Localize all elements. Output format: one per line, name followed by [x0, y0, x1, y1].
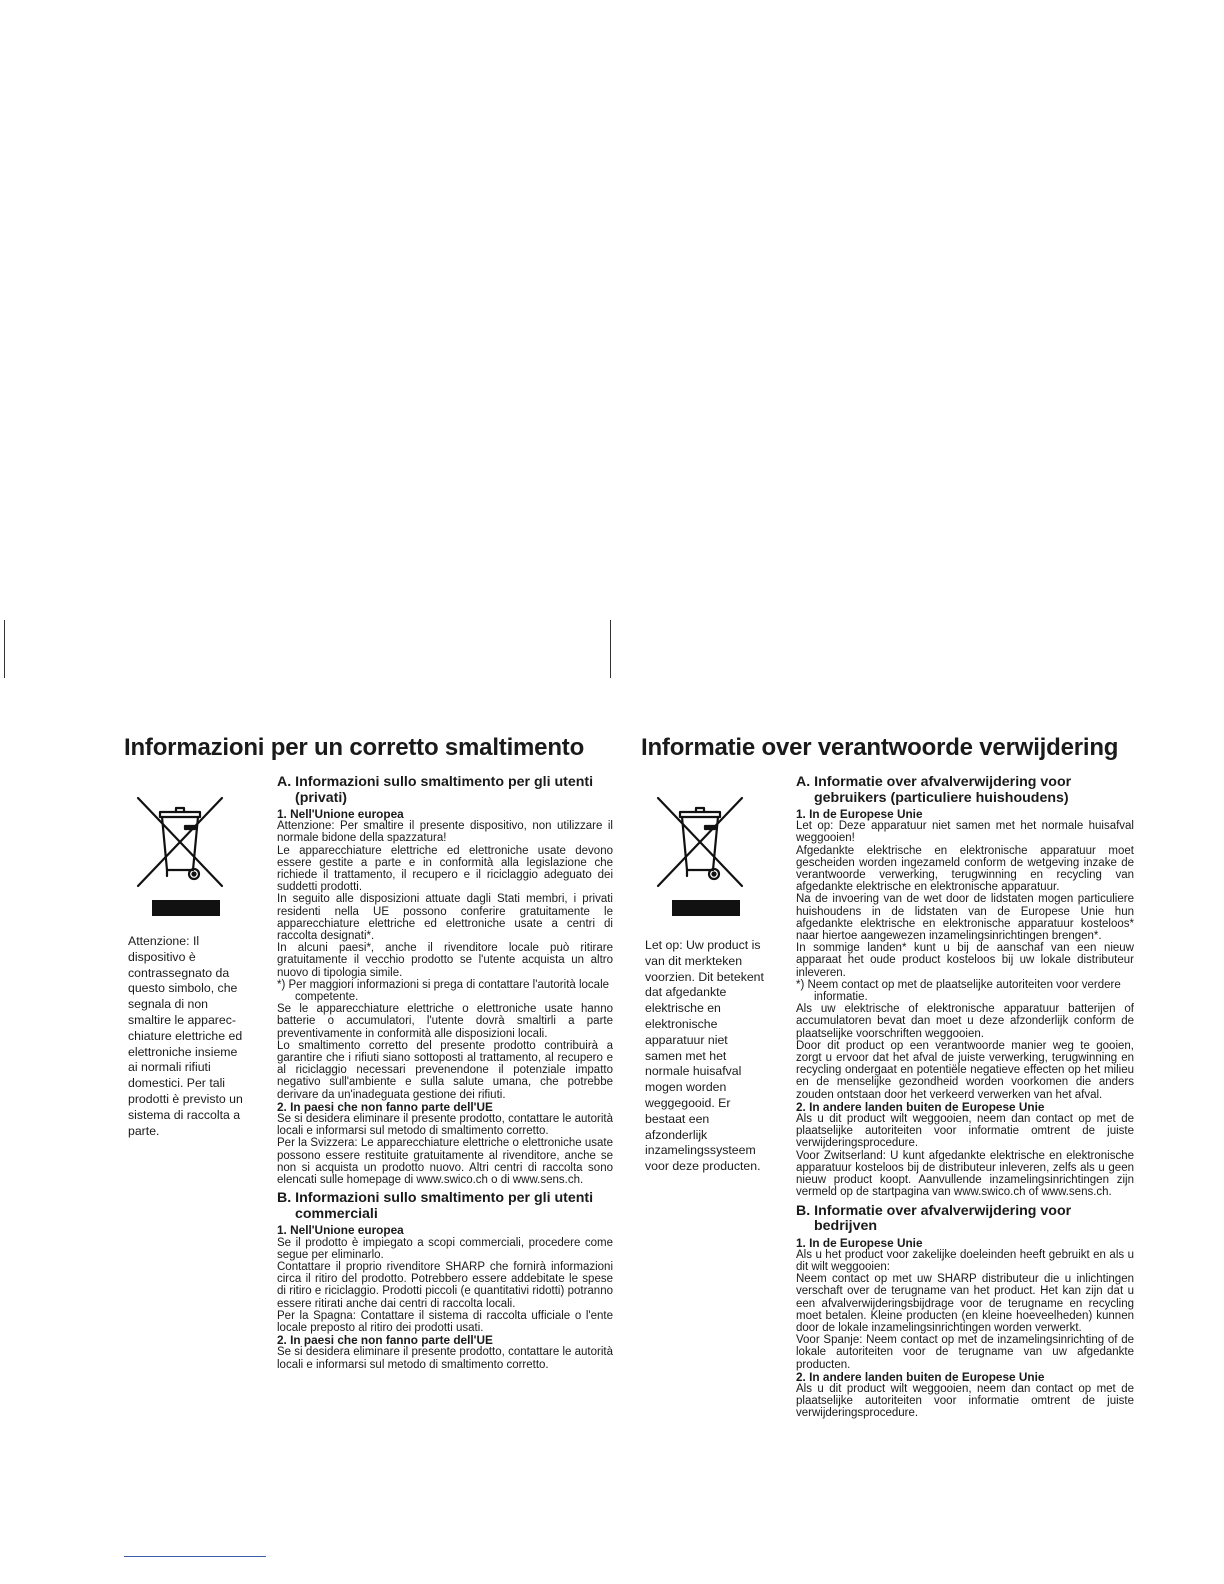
paragraph: Le apparecchiature elettriche ed elettroniche usate devono essere gestite a parte e in conformità alla legislazione che richiede il trattamento, il recupero e il riciclaggio adeguato dei suddetti prodotti. — [277, 844, 613, 894]
italian-a-subheading-2: 2. In paesi che non fanno parte dell'UE — [277, 1099, 493, 1114]
symbol-black-bar — [672, 900, 740, 916]
italian-a-subheading-1: 1. Nell'Unione europea — [277, 807, 404, 821]
crossed-out-bin-icon — [650, 792, 750, 892]
paragraph: In alcuni paesi*, anche il rivenditore locale può ritirare gratuitamente il vecchio prodotto se l'utente acquista un altro nuovo di tipologia simile. — [277, 942, 613, 979]
paragraph: Se le apparecchiature elettriche o elettroniche usate hanno batterie o accumulatori, l'utente dovrà smaltirli a parte preventivamente in conformità alle disposizioni locali. — [277, 1003, 613, 1040]
center-fold-line — [610, 620, 611, 678]
dutch-b-subheading-1: 1. In de Europese Unie — [796, 1235, 923, 1250]
paragraph: Als u het product voor zakelijke doeleinden heeft gebruikt en als u dit wilt weggooien: — [796, 1248, 1134, 1273]
paragraph: Let op: Deze apparatuur niet samen met het normale huisafval weggooien! — [796, 820, 1134, 845]
paragraph: Attenzione: Per smaltire il presente dispositivo, non utilizzare il normale bidone della spazzatura! — [277, 820, 613, 845]
dutch-section-b-heading: B. Informatie over afvalverwijdering voor bedrijven — [796, 1202, 1072, 1234]
paragraph: Per la Spagna: Contattare il sistema di raccolta ufficiale o l'ente locale preposto al ritiro dei prodotti usati. — [277, 1309, 613, 1334]
paragraph: Neem contact op met uw SHARP distributeur die u inlichtingen verschaft over de terugname van het product. Het kan zijn dat u een afvalverwijderingsbijdrage voor de terugname en recycling moet betalen. Kleine producten (en kleine hoeveelheden) kunnen door de lokale inzamelingsinrichtingen worden verwerkt. — [796, 1273, 1134, 1334]
dutch-side-note: Let op: Uw product is van dit merkteken voorzien. Dit betekent dat afgedankte elektrische en elektronische apparatuur niet samen met het normale huisafval mogen worden weggegooid. Er bestaat een afzonderlijk inzamelingssysteem voor deze producten. — [645, 938, 764, 1174]
paragraph: Se il prodotto è impiegato a scopi commerciali, procedere come segue per eliminarlo. — [277, 1236, 613, 1261]
paragraph: Door dit product op een verantwoorde manier weg te gooien, zorgt u ervoor dat het afval de juiste verwerking, terugwinning en recycling ondergaat en potentiële negatieve effecten op het milieu en de menselijke gezondheid worden voorkomen die anders zouden ontstaan door het verkeerd verwerken van het afval. — [796, 1039, 1134, 1101]
paragraph: Se si desidera eliminare il presente prodotto, contattare le autorità locali e informarsi sul metodo di smaltimento corretto. — [277, 1113, 613, 1138]
paragraph: Na de invoering van de wet door de lidstaten mogen particuliere huishoudens in de lidstaten van de Europese Unie hun afgedankte elektrische en elektronische apparatuur kosteloos* naar hiertoe aangewezen inzamelingsinrichtingen brengen*. — [796, 893, 1134, 943]
paragraph: Als u dit product wilt weggooien, neem dan contact op met de plaatselijke autoriteiten voor informatie omtrent de juiste verwijderingsprocedure. — [796, 1382, 1134, 1420]
dutch-a-subheading-1: 1. In de Europese Unie — [796, 807, 923, 821]
paragraph: In seguito alle disposizioni attuate dagli Stati membri, i privati residenti nella UE possono conferire gratuitamente le apparecchiature elettriche ed elettroniche usate a centri di raccolta designati*. — [277, 893, 613, 943]
dutch-weee-symbol — [650, 792, 770, 916]
paragraph: Contattare il proprio rivenditore SHARP che fornirà informazioni circa il ritiro del prodotto. Potrebbero essere addebitate le spese di ritiro e riciclaggio. Prodotti piccoli (e quantitativi ridotti) potranno essere ritirati anche dai centri di raccolta locali. — [277, 1260, 613, 1310]
paragraph: Per la Svizzera: Le apparecchiature elettriche o elettroniche usate possono essere restituite gratuitamente al rivenditore, anche se non si acquista un prodotto nuovo. Altri centri di raccolta sono elencati sulle homepage di www.swico.ch o di www.sens.ch. — [277, 1137, 613, 1187]
crossed-out-bin-icon — [130, 792, 230, 892]
paragraph: Se si desidera eliminare il presente prodotto, contattare le autorità locali e informarsi sul metodo di smaltimento corretto. — [277, 1346, 613, 1371]
paragraph: Voor Zwitserland: U kunt afgedankte elektrische en elektronische apparatuur kosteloos bij de distributeur inleveren, zelfs als u geen nieuw product koopt. Aanvullende inzamelingsinrichtingen zijn vermeld op de startpagina van www.swico.ch of www.sens.ch. — [796, 1149, 1134, 1199]
italian-b-subheading-1: 1. Nell'Unione europea — [277, 1223, 404, 1238]
italian-weee-symbol — [130, 792, 250, 916]
italian-body — [277, 775, 613, 1371]
italian-side-note: Attenzione: Il dispositivo è contrassegnato da questo simbolo, che segnala di non smaltire le apparec-chiature elettriche ed elettroniche insieme ai normali rifiuti domestici. Per tali prodotti è previsto un sistema di raccolta a parte. — [128, 934, 243, 1138]
footnote: *) Per maggiori informazioni si prega di contattare l'autorità locale competente. — [277, 978, 610, 1004]
left-margin-line — [4, 620, 5, 678]
dutch-body — [796, 775, 1134, 1420]
paragraph: In sommige landen* kunt u bij de aanschaf van een nieuw apparaat het oude product kosteloos bij uw lokale distributeur inleveren. — [796, 942, 1134, 979]
italian-section-a-heading: A. Informazioni sullo smaltimento per gli utenti (privati) — [277, 774, 594, 806]
italian-b-subheading-2: 2. In paesi che non fanno parte dell'UE — [277, 1333, 493, 1348]
dutch-section-a-heading: A. Informatie over afvalverwijdering voor gebruikers (particuliere huishoudens) — [796, 774, 1072, 806]
italian-title: Informazioni per un corretto smaltimento — [124, 734, 585, 761]
dutch-title: Informatie over verantwoorde verwijdering — [641, 734, 1119, 761]
paragraph: Als uw elektrische of elektronische apparatuur batterijen of accumulatoren bevat dan moet u deze afzonderlijk conform de plaatselijke voorschriften weggooien. — [796, 1003, 1134, 1040]
paragraph: Als u dit product wilt weggooien, neem dan contact op met de plaatselijke autoriteiten voor informatie omtrent de juiste verwijderingsprocedure. — [796, 1113, 1134, 1150]
symbol-black-bar — [152, 900, 220, 916]
paragraph: Lo smaltimento corretto del presente prodotto contribuirà a garantire che i rifiuti siano sottoposti al trattamento, al recupero e al riciclaggio necessari prevenendone il potenziale impatto negativo sull'ambiente e sulla salute umana, che potrebbe derivare da un'inadeguata gestione dei rifiuti. — [277, 1039, 613, 1101]
dutch-a-subheading-2: 2. In andere landen buiten de Europese Unie — [796, 1099, 1045, 1114]
footnote: *) Neem contact op met de plaatselijke autoriteiten voor verdere informatie. — [796, 978, 1121, 1004]
footer-rule — [124, 1556, 266, 1557]
dutch-b-subheading-2: 2. In andere landen buiten de Europese Unie — [796, 1369, 1045, 1384]
paragraph: Afgedankte elektrische en elektronische apparatuur moet gescheiden worden ingezameld conform de wetgeving inzake de verantwoorde verwerking, terugwinning en recycling van afgedankte elektrische en elektronische apparatuur. — [796, 844, 1134, 894]
italian-section-b-heading: B. Informazioni sullo smaltimento per gli utenti commerciali — [277, 1190, 594, 1222]
paragraph: Voor Spanje: Neem contact op met de inzamelingsinrichting of de lokale autoriteiten voor de terugname van uw afgedankte producten. — [796, 1334, 1134, 1371]
